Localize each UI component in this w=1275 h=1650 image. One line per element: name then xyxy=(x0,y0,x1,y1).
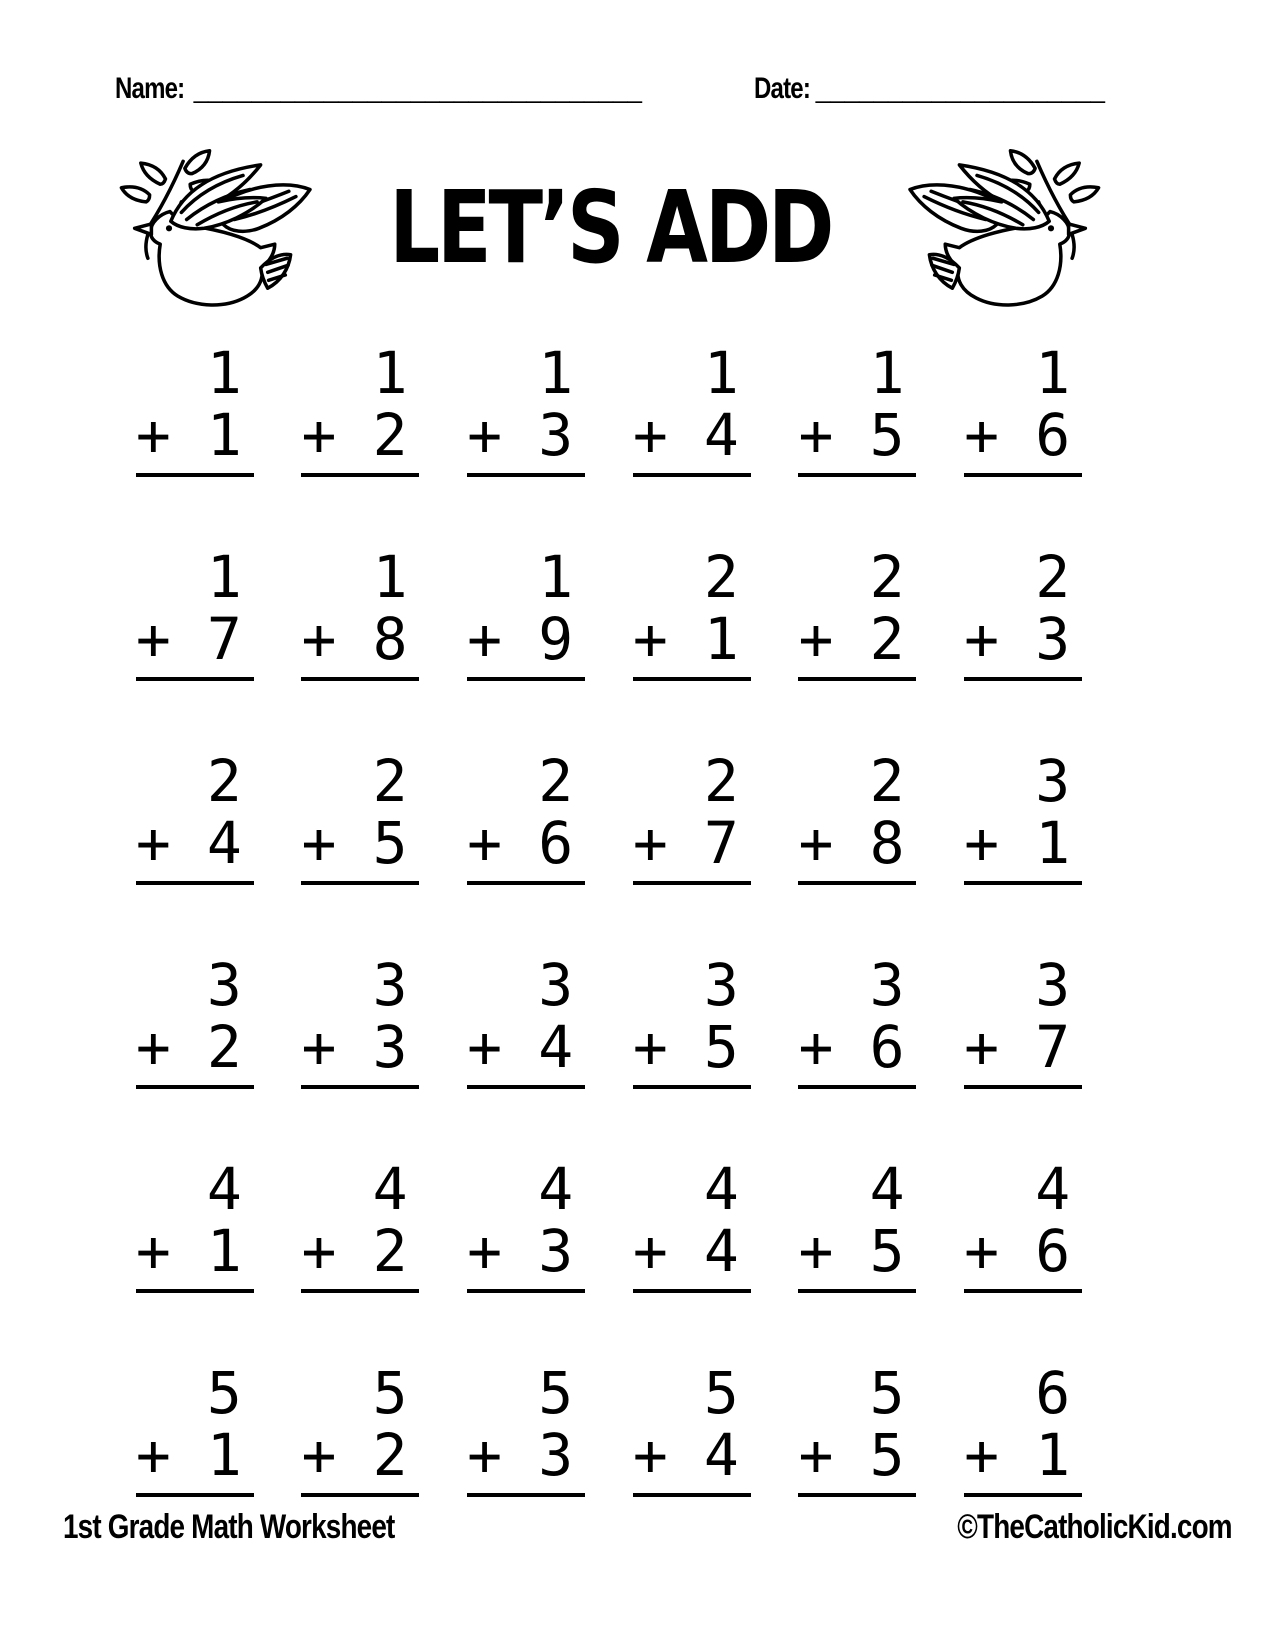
answer-line xyxy=(964,881,1082,885)
answer-line xyxy=(964,1493,1082,1497)
addend-bottom: 4 xyxy=(206,809,242,877)
plus-sign: + xyxy=(632,809,668,877)
addend-bottom: 8 xyxy=(372,605,408,673)
addend-top: 5 xyxy=(703,1359,739,1427)
addition-problem xyxy=(135,543,254,681)
plus-sign: + xyxy=(632,401,668,469)
plus-sign: + xyxy=(135,809,171,877)
addend-top: 3 xyxy=(538,951,574,1019)
addend-top: 2 xyxy=(703,747,739,815)
addend-top: 1 xyxy=(206,339,242,407)
plus-sign: + xyxy=(964,1421,1000,1489)
answer-line xyxy=(798,1493,916,1497)
plus-sign: + xyxy=(301,401,337,469)
addend-top: 5 xyxy=(372,1359,408,1427)
answer-line xyxy=(301,1289,419,1293)
addend-top: 3 xyxy=(372,951,408,1019)
name-label: Name: xyxy=(115,72,185,105)
addition-problem xyxy=(301,951,419,1089)
header xyxy=(115,72,1105,106)
answer-line xyxy=(467,473,585,477)
addition-problem xyxy=(798,951,916,1089)
answer-line xyxy=(136,1493,254,1497)
addition-problem xyxy=(135,1155,254,1293)
answer-line xyxy=(964,1289,1082,1293)
addition-problem xyxy=(964,543,1082,681)
answer-line xyxy=(136,473,254,477)
addition-problem xyxy=(632,543,751,681)
addend-top: 2 xyxy=(869,543,905,611)
addition-problem xyxy=(135,951,254,1089)
answer-line xyxy=(467,1493,585,1497)
plus-sign: + xyxy=(135,401,171,469)
addition-problem xyxy=(467,1359,585,1497)
addend-bottom: 9 xyxy=(538,605,574,673)
addend-bottom: 2 xyxy=(372,401,408,469)
answer-line xyxy=(467,677,585,681)
addend-top: 1 xyxy=(1035,339,1071,407)
addend-top: 3 xyxy=(1035,747,1071,815)
plus-sign: + xyxy=(467,1013,503,1081)
plus-sign: + xyxy=(798,1421,834,1489)
plus-sign: + xyxy=(467,1421,503,1489)
addend-bottom: 5 xyxy=(869,1217,905,1285)
answer-line xyxy=(301,677,419,681)
addend-bottom: 1 xyxy=(1035,809,1071,877)
addend-bottom: 2 xyxy=(206,1013,242,1081)
addend-top: 1 xyxy=(372,339,408,407)
addition-problem xyxy=(301,543,419,681)
addition-problem xyxy=(798,747,916,885)
answer-line xyxy=(798,677,916,681)
answer-line xyxy=(301,881,419,885)
addend-top: 6 xyxy=(1035,1359,1071,1427)
addend-top: 4 xyxy=(1035,1155,1071,1223)
plus-sign: + xyxy=(964,1217,1000,1285)
footer-worksheet-label: 1st Grade Math Worksheet xyxy=(63,1508,395,1546)
addition-problem xyxy=(964,951,1082,1089)
addend-bottom: 2 xyxy=(372,1217,408,1285)
answer-line xyxy=(633,1289,751,1293)
addend-bottom: 7 xyxy=(206,605,242,673)
addend-top: 5 xyxy=(206,1359,242,1427)
addition-problem xyxy=(301,339,419,477)
addition-problem xyxy=(135,339,254,477)
plus-sign: + xyxy=(964,1013,1000,1081)
plus-sign: + xyxy=(964,809,1000,877)
answer-line xyxy=(136,677,254,681)
answer-line xyxy=(964,473,1082,477)
addend-top: 2 xyxy=(1035,543,1071,611)
addend-bottom: 3 xyxy=(538,1217,574,1285)
plus-sign: + xyxy=(632,1217,668,1285)
addend-top: 4 xyxy=(206,1155,242,1223)
addend-bottom: 5 xyxy=(869,1421,905,1489)
addition-problem xyxy=(301,1359,419,1497)
answer-line xyxy=(136,1289,254,1293)
addend-bottom: 7 xyxy=(703,809,739,877)
addend-top: 3 xyxy=(206,951,242,1019)
addend-bottom: 4 xyxy=(703,1217,739,1285)
addition-problem xyxy=(632,1359,751,1497)
answer-line xyxy=(964,677,1082,681)
name-blank-line: _______________________________ xyxy=(193,74,642,104)
plus-sign: + xyxy=(301,809,337,877)
answer-line xyxy=(301,1085,419,1089)
answer-line xyxy=(798,1085,916,1089)
page-title: LET’S ADD xyxy=(388,168,831,286)
footer xyxy=(63,1508,1232,1547)
addend-bottom: 2 xyxy=(869,605,905,673)
addend-bottom: 1 xyxy=(703,605,739,673)
addend-bottom: 4 xyxy=(703,401,739,469)
addition-problem xyxy=(467,339,585,477)
addend-top: 2 xyxy=(206,747,242,815)
answer-line xyxy=(798,1289,916,1293)
dove-olive-branch-mirrored-icon xyxy=(891,149,1107,312)
addend-bottom: 3 xyxy=(1035,605,1071,673)
plus-sign: + xyxy=(467,605,503,673)
plus-sign: + xyxy=(301,1013,337,1081)
answer-line xyxy=(798,473,916,477)
addition-problem xyxy=(798,543,916,681)
addend-top: 3 xyxy=(1035,951,1071,1019)
plus-sign: + xyxy=(632,1013,668,1081)
addend-bottom: 6 xyxy=(538,809,574,877)
answer-line xyxy=(633,881,751,885)
addend-bottom: 3 xyxy=(538,401,574,469)
addend-top: 4 xyxy=(372,1155,408,1223)
answer-line xyxy=(633,1493,751,1497)
answer-line xyxy=(964,1085,1082,1089)
addend-top: 4 xyxy=(538,1155,574,1223)
addition-problem xyxy=(798,339,916,477)
title-band xyxy=(113,148,1107,313)
addend-bottom: 6 xyxy=(869,1013,905,1081)
answer-line xyxy=(136,1085,254,1089)
plus-sign: + xyxy=(301,1421,337,1489)
addend-bottom: 3 xyxy=(538,1421,574,1489)
addend-bottom: 5 xyxy=(869,401,905,469)
plus-sign: + xyxy=(798,401,834,469)
addition-problem xyxy=(964,747,1082,885)
addend-top: 5 xyxy=(538,1359,574,1427)
addition-problem xyxy=(467,1155,585,1293)
addend-bottom: 1 xyxy=(206,1217,242,1285)
plus-sign: + xyxy=(301,1217,337,1285)
plus-sign: + xyxy=(467,401,503,469)
addition-problem xyxy=(467,543,585,681)
addend-bottom: 7 xyxy=(1035,1013,1071,1081)
addend-top: 4 xyxy=(703,1155,739,1223)
addition-problem xyxy=(467,951,585,1089)
addend-top: 3 xyxy=(869,951,905,1019)
addend-top: 1 xyxy=(538,339,574,407)
addition-problem xyxy=(964,339,1082,477)
dove-olive-branch-icon xyxy=(113,149,329,312)
answer-line xyxy=(136,881,254,885)
answer-line xyxy=(633,473,751,477)
answer-line xyxy=(467,1085,585,1089)
plus-sign: + xyxy=(135,605,171,673)
addend-top: 3 xyxy=(703,951,739,1019)
answer-line xyxy=(467,881,585,885)
addend-top: 1 xyxy=(703,339,739,407)
addend-top: 2 xyxy=(703,543,739,611)
addend-bottom: 4 xyxy=(703,1421,739,1489)
addition-problem xyxy=(798,1155,916,1293)
addition-problem xyxy=(632,339,751,477)
addition-problem xyxy=(301,1155,419,1293)
plus-sign: + xyxy=(135,1013,171,1081)
plus-sign: + xyxy=(135,1217,171,1285)
plus-sign: + xyxy=(135,1421,171,1489)
addition-problem xyxy=(632,747,751,885)
name-field-group xyxy=(115,72,642,106)
plus-sign: + xyxy=(964,605,1000,673)
addend-bottom: 5 xyxy=(372,809,408,877)
plus-sign: + xyxy=(467,1217,503,1285)
addend-bottom: 6 xyxy=(1035,401,1071,469)
addition-problem xyxy=(135,747,254,885)
plus-sign: + xyxy=(632,605,668,673)
addend-top: 1 xyxy=(372,543,408,611)
plus-sign: + xyxy=(798,809,834,877)
addend-bottom: 1 xyxy=(206,401,242,469)
addend-bottom: 2 xyxy=(372,1421,408,1489)
date-label: Date: xyxy=(753,72,810,105)
addend-top: 1 xyxy=(206,543,242,611)
addend-top: 4 xyxy=(869,1155,905,1223)
addend-top: 2 xyxy=(869,747,905,815)
addend-bottom: 3 xyxy=(372,1013,408,1081)
addend-bottom: 4 xyxy=(538,1013,574,1081)
plus-sign: + xyxy=(301,605,337,673)
addend-top: 2 xyxy=(538,747,574,815)
addend-bottom: 5 xyxy=(703,1013,739,1081)
plus-sign: + xyxy=(467,809,503,877)
answer-line xyxy=(301,473,419,477)
addition-problem xyxy=(632,1155,751,1293)
answer-line xyxy=(633,677,751,681)
plus-sign: + xyxy=(964,401,1000,469)
addition-problem xyxy=(301,747,419,885)
plus-sign: + xyxy=(632,1421,668,1489)
date-field-group xyxy=(754,72,1105,106)
addend-top: 2 xyxy=(372,747,408,815)
problems-grid xyxy=(112,339,1106,1497)
plus-sign: + xyxy=(798,1217,834,1285)
footer-credit: ©TheCatholicKid.com xyxy=(957,1508,1232,1546)
addition-problem xyxy=(964,1359,1082,1497)
addend-top: 5 xyxy=(869,1359,905,1427)
answer-line xyxy=(633,1085,751,1089)
addend-bottom: 6 xyxy=(1035,1217,1071,1285)
plus-sign: + xyxy=(798,605,834,673)
addend-bottom: 8 xyxy=(869,809,905,877)
addend-bottom: 1 xyxy=(206,1421,242,1489)
addend-top: 1 xyxy=(538,543,574,611)
addition-problem xyxy=(964,1155,1082,1293)
addition-problem xyxy=(467,747,585,885)
addition-problem xyxy=(135,1359,254,1497)
addend-bottom: 1 xyxy=(1035,1421,1071,1489)
plus-sign: + xyxy=(798,1013,834,1081)
date-blank-line: ____________________ xyxy=(815,74,1105,104)
addend-top: 1 xyxy=(869,339,905,407)
answer-line xyxy=(467,1289,585,1293)
answer-line xyxy=(798,881,916,885)
addition-problem xyxy=(798,1359,916,1497)
addition-problem xyxy=(632,951,751,1089)
answer-line xyxy=(301,1493,419,1497)
